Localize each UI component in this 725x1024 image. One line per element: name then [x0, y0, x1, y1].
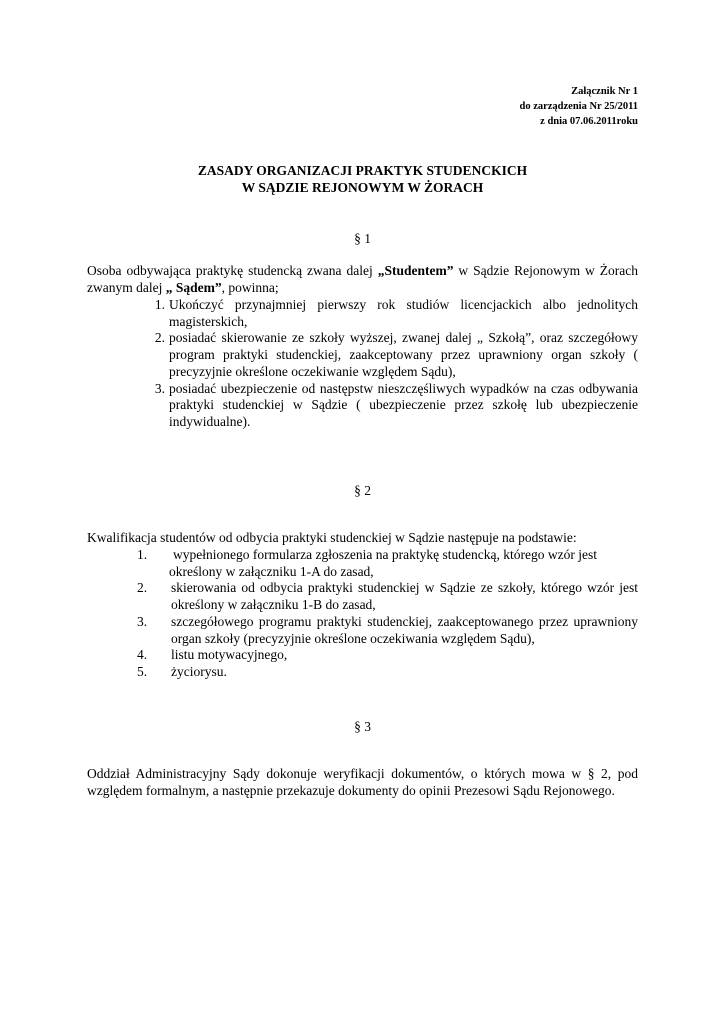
document-title: [0, 162, 725, 196]
regulation-date: z dnia 07.06.2011roku: [540, 116, 638, 127]
section-1-list: [140, 297, 638, 431]
intro-text: Osoba odbywająca praktykę studencką zwana dalej: [87, 263, 378, 278]
list-item: [140, 297, 638, 330]
list-item-number: 1.: [137, 547, 148, 562]
list-item-text: listu motywacyjnego,: [171, 647, 288, 663]
attachment-header: [338, 84, 638, 129]
list-item-number: 5.: [137, 663, 148, 679]
list-item: [87, 664, 638, 681]
court-term: „ Sądem”: [165, 279, 222, 295]
student-term: „Studentem”: [377, 263, 454, 278]
section-2-sign: § 2: [354, 483, 371, 498]
list-item: [140, 330, 638, 380]
regulation-number: do zarządzenia Nr 25/2011: [519, 101, 638, 112]
list-item-text-continued: określony w załączniku 1-A do zasad,: [169, 563, 374, 579]
intro-text: w Sądzie Rejonowym w Żorach zwanym dalej: [87, 263, 638, 295]
list-item-text: posiadać skierowanie ze szkoły wyższej, zwanej dalej „ Szkołą”, oraz szczegółowy program praktyki studenckiej, zaakceptowany przez uprawniony organ szkoły ( precyzyjnie określone oczekiwanie względem Sądu),: [169, 330, 638, 379]
attachment-number: Załącznik Nr 1: [571, 86, 638, 97]
list-item: [87, 580, 638, 613]
title-line-2: W SĄDZIE REJONOWYM W ŻORACH: [241, 180, 484, 195]
list-item: [140, 381, 638, 431]
list-item-number: 3.: [154, 380, 165, 396]
list-item-number: 2.: [137, 580, 148, 596]
title-line-1: ZASADY ORGANIZACJI PRAKTYK STUDENCKICH: [197, 163, 528, 178]
list-item-text: posiadać ubezpieczenie od następstw nieszczęśliwych wypadków na czas odbywania praktyki studenckiej w Sądzie ( ubezpieczenie przez szkołę lub ubezpieczenie indywidualne).: [169, 380, 638, 429]
list-item-number: 4.: [137, 647, 148, 663]
list-item-text: życiorysu.: [171, 663, 227, 679]
section-1-intro: [87, 263, 638, 296]
intro-text: , powinna;: [221, 279, 279, 295]
section-1-sign: § 1: [354, 231, 371, 246]
list-item-text: Ukończyć przynajmniej pierwszy rok studiów licencjackich albo jednolitych magisterskich,: [169, 297, 638, 329]
list-item: [87, 614, 638, 647]
list-item-text: szczegółowego programu praktyki studenckiej, zaakceptowanego przez uprawniony organ szkoły (precyzyjnie określone oczekiwania względem Sądu),: [171, 613, 638, 646]
section-2-intro: Kwalifikacja studentów od odbycia praktyki studenckiej w Sądzie następuje na podstawie:: [87, 530, 577, 545]
list-item-number: 1.: [154, 297, 165, 312]
list-item-text: wypełnionego formularza zgłoszenia na praktykę studencką, którego wzór jest: [173, 547, 597, 562]
list-item: [87, 647, 638, 664]
list-item-number: 3.: [137, 613, 148, 629]
list-item-number: 2.: [154, 330, 165, 346]
section-2-list: [87, 547, 638, 681]
section-3-sign: § 3: [354, 719, 371, 734]
section-3-text: Oddział Administracyjny Sądy dokonuje weryfikacji dokumentów, o których mowa w § 2, pod względem formalnym, a następnie przekazuje dokumenty do opinii Prezesowi Sądu Rejonowego.: [87, 766, 638, 798]
list-item-text: skierowania od odbycia praktyki studenckiej w Sądzie ze szkoły, którego wzór jest określony w załączniku 1-B do zasad,: [171, 580, 638, 613]
list-item: [87, 547, 638, 580]
